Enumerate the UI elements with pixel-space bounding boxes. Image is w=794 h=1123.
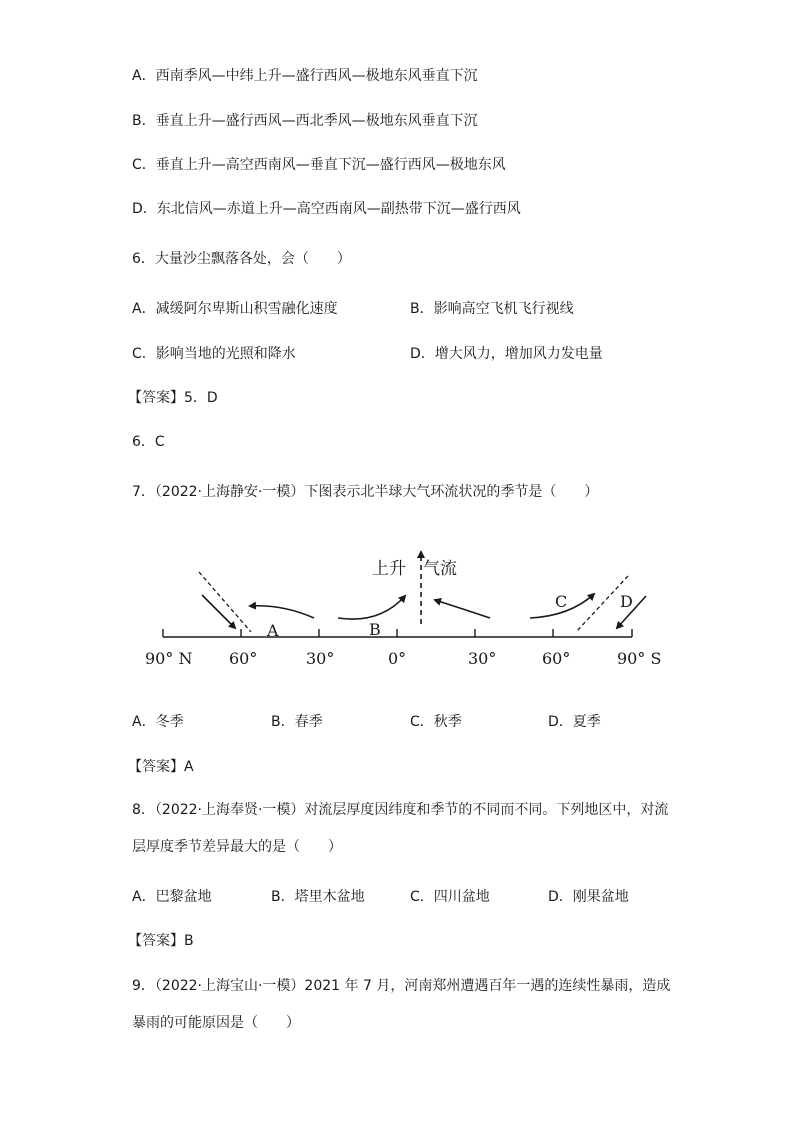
q5-option-d: D．东北信风—赤道上升—高空西南风—副热带下沉—盛行西风 [132,201,521,217]
q7-option-b: B．春季 [271,714,323,730]
answer-5: 【答案】5．D [128,390,218,406]
tick-label-30s: 30° [468,649,497,668]
rising-airflow-label: 上升 气流 [372,559,457,579]
wind-a-arrow [250,606,314,618]
q7-option-d: D．夏季 [548,714,601,730]
q8-stem-line1: 8．（2022·上海奉贤·一模）对流层厚度因纬度和季节的不同而不同。下列地区中，对流 [132,802,669,818]
tick-label-60s: 60° [542,649,571,668]
label-a: A [267,621,279,640]
wind-d-north-arrow [202,595,235,628]
q6-option-b: B．影响高空飞机飞行视线 [410,301,574,317]
q6-option-a: A．减缓阿尔卑斯山积雪融化速度 [132,301,338,317]
q9-stem-line1: 9．（2022·上海宝山·一模）2021 年 7 月，河南郑州遭遇百年一遇的连续性暴雨，造成 [132,978,671,994]
q6-option-c: C．影响当地的光照和降水 [132,346,296,362]
q8-option-b: B．塔里木盆地 [271,889,365,905]
tick-label-90n: 90° N [145,649,193,668]
q5-option-a: A．西南季风—中纬上升—盛行西风—极地东风垂直下沉 [132,68,478,84]
q9-stem-line2: 暴雨的可能原因是（ ） [132,1015,300,1031]
q5-option-b: B．垂直上升—盛行西风—西北季风—极地东风垂直下沉 [132,113,478,129]
label-c: C [555,592,568,611]
q8-option-a: A．巴黎盆地 [132,889,212,905]
north-front-line [199,572,251,632]
label-d: D [620,592,633,611]
tick-label-30n: 30° [306,649,335,668]
atmospheric-circulation-diagram [140,532,680,672]
q8-option-c: C．四川盆地 [410,889,490,905]
label-b: B [369,620,381,639]
q8-stem-line2: 层厚度季节差异最大的是（ ） [132,839,342,855]
q5-option-c: C．垂直上升—高空西南风—垂直下沉—盛行西风—极地东风 [132,157,506,173]
q8-option-d: D．刚果盆地 [548,889,629,905]
tick-label-90s: 90° S [617,649,662,668]
q7-option-c: C．秋季 [410,714,462,730]
q6-option-d: D．增大风力，增加风力发电量 [410,346,603,362]
answer-8: 【答案】B [128,933,194,949]
tick-label-0: 0° [388,649,407,668]
wind-b-arrow [338,596,405,619]
answer-6: 6．C [132,434,165,450]
q7-stem: 7．（2022·上海静安·一模）下图表示北半球大气环流状况的季节是（ ） [132,484,599,500]
wind-reverse-arrow [435,600,490,618]
tick-label-60n: 60° [229,649,258,668]
q6-stem: 6．大量沙尘飘落各处，会（ ） [132,251,351,267]
answer-7: 【答案】A [128,759,194,775]
q7-option-a: A．冬季 [132,714,184,730]
